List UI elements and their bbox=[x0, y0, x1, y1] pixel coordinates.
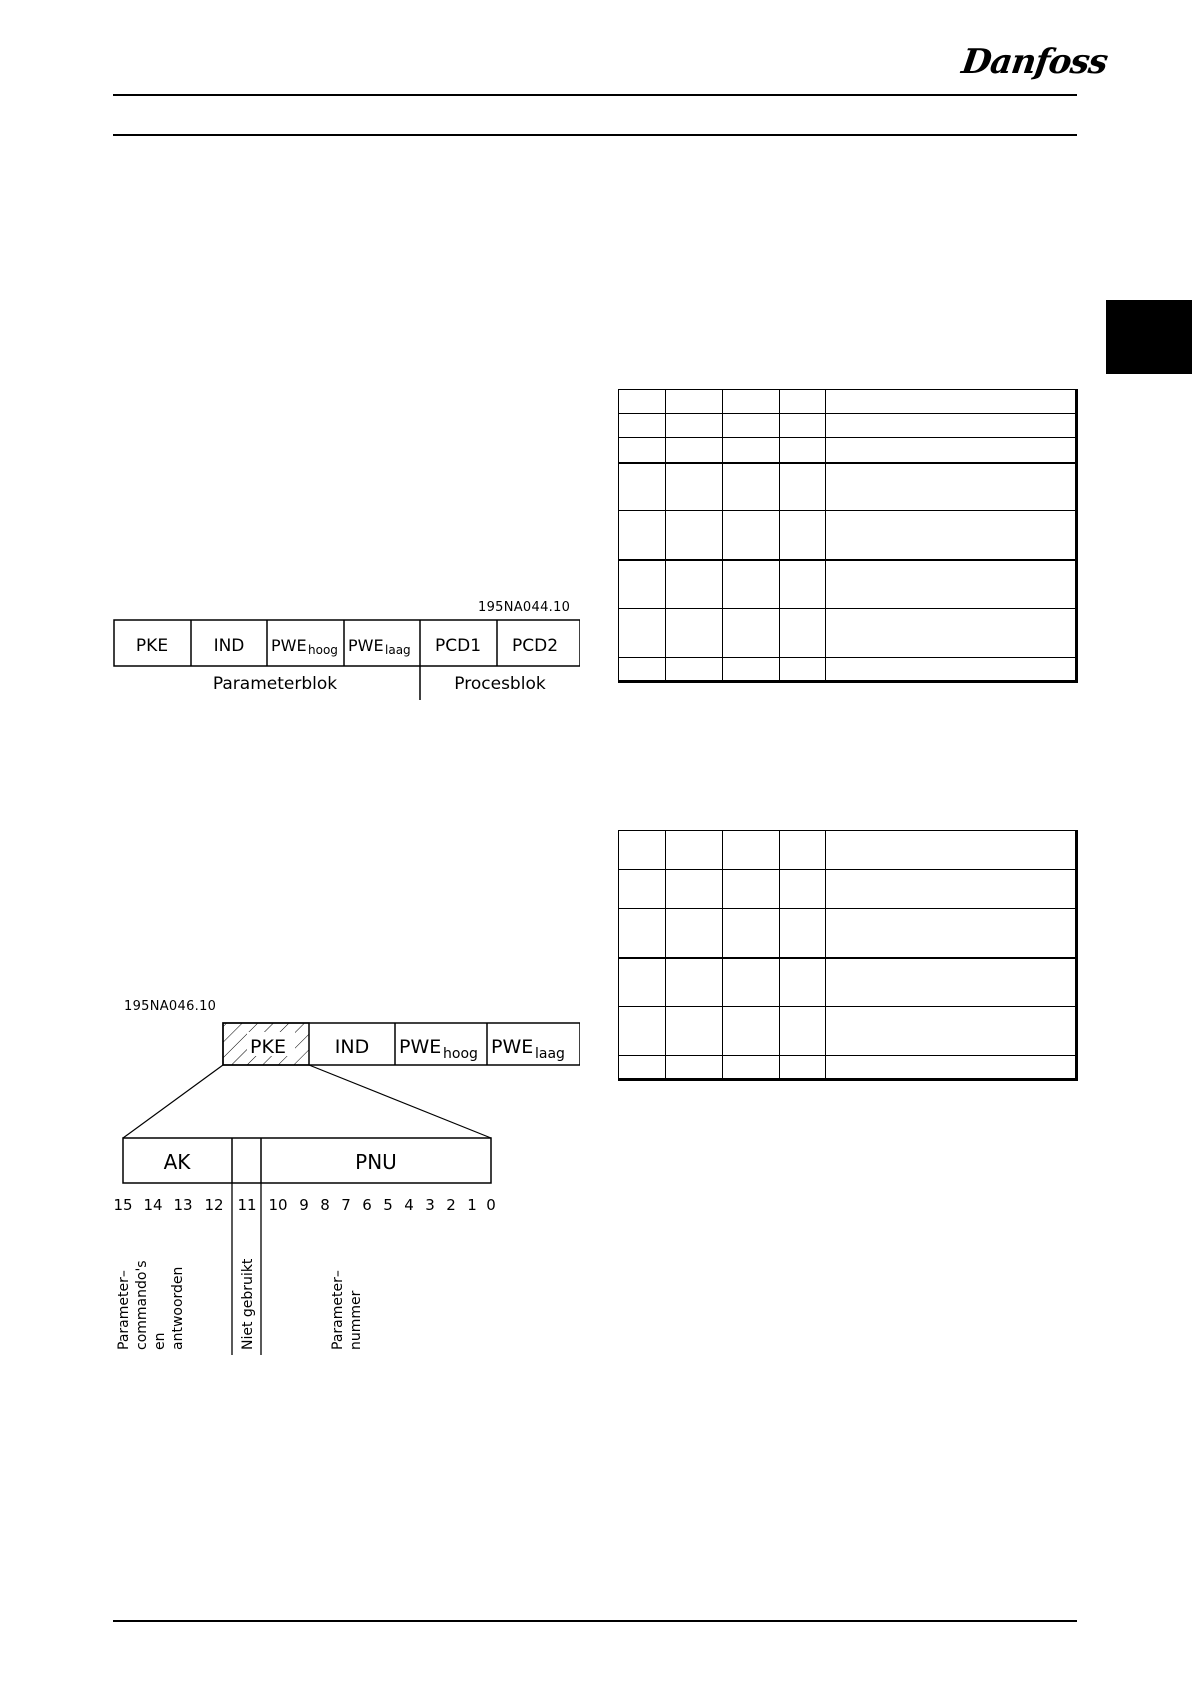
pnu-desc-line1: Parameter– bbox=[330, 1270, 346, 1350]
ak-label: AK bbox=[163, 1150, 191, 1174]
parameterblok-label: Parameterblok bbox=[212, 674, 338, 694]
table-row bbox=[619, 609, 1077, 658]
bit-13: 13 bbox=[173, 1196, 193, 1214]
cell-pcd1: PCD1 bbox=[434, 636, 482, 656]
table-2 bbox=[618, 830, 1078, 1081]
cell-ind: IND bbox=[213, 636, 245, 656]
bit-15: 15 bbox=[113, 1196, 133, 1214]
procesblok-label: Procesblok bbox=[454, 674, 546, 694]
bit-2: 2 bbox=[446, 1196, 456, 1214]
bit-6: 6 bbox=[362, 1196, 372, 1214]
bit-8: 8 bbox=[320, 1196, 330, 1214]
bit-14: 14 bbox=[143, 1196, 163, 1214]
table-row bbox=[619, 658, 1077, 682]
cell-pke: PKE bbox=[135, 636, 169, 656]
pwe-high-cell-label: PWE bbox=[399, 1036, 442, 1058]
diagram2-code: 195NA046.10 bbox=[124, 999, 217, 1014]
pnu-description bbox=[330, 1270, 364, 1350]
pwe-low-cell-sub: laag bbox=[535, 1046, 565, 1062]
bit-9: 9 bbox=[299, 1196, 309, 1214]
table-row bbox=[619, 958, 1077, 1007]
ak-desc-line4: antwoorden bbox=[170, 1266, 186, 1350]
ind-cell-label: IND bbox=[334, 1036, 370, 1058]
table-row bbox=[619, 1056, 1077, 1080]
cell-pwe-high: PWE bbox=[271, 636, 307, 655]
unused-desc: Niet gebruikt bbox=[240, 1258, 256, 1350]
ak-desc-line1: Parameter– bbox=[116, 1270, 132, 1350]
cell-pwe-low-sub: laag bbox=[385, 643, 411, 657]
pke-breakdown-diagram bbox=[110, 1015, 580, 1365]
diagram1-code: 195NA044.10 bbox=[478, 600, 571, 615]
table-row bbox=[619, 414, 1077, 438]
pnu-desc-line2: nummer bbox=[348, 1290, 364, 1350]
chapter-tab bbox=[1106, 300, 1192, 374]
table-row bbox=[619, 511, 1077, 560]
table-row bbox=[619, 1007, 1077, 1056]
header-rule-top bbox=[113, 94, 1077, 96]
table-row bbox=[619, 560, 1077, 609]
ak-description bbox=[116, 1260, 186, 1350]
bit-7: 7 bbox=[341, 1196, 351, 1214]
bit-1: 1 bbox=[467, 1196, 477, 1214]
unused-description bbox=[240, 1258, 256, 1350]
header-rule-bottom bbox=[113, 134, 1077, 136]
ak-desc-line2: commando's bbox=[134, 1260, 150, 1350]
bit-4: 4 bbox=[404, 1196, 414, 1214]
cell-pwe-low: PWE bbox=[348, 636, 384, 655]
cell-pcd2: PCD2 bbox=[511, 636, 559, 656]
table-row bbox=[619, 390, 1077, 414]
table-row bbox=[619, 831, 1077, 870]
table-row bbox=[619, 870, 1077, 909]
danfoss-logo: Danfoss bbox=[959, 42, 1110, 82]
bit-3: 3 bbox=[425, 1196, 435, 1214]
ak-desc-line3: en bbox=[152, 1332, 168, 1350]
bit-11: 11 bbox=[237, 1196, 257, 1214]
pnu-label: PNU bbox=[355, 1150, 397, 1174]
pke-cell-label: PKE bbox=[250, 1036, 286, 1058]
table-row bbox=[619, 909, 1077, 958]
telegram-block-diagram bbox=[110, 618, 580, 702]
pwe-low-cell-label: PWE bbox=[491, 1036, 534, 1058]
pwe-high-cell-sub: hoog bbox=[443, 1046, 478, 1062]
bit-5: 5 bbox=[383, 1196, 393, 1214]
bit-0: 0 bbox=[486, 1196, 496, 1214]
footer-rule bbox=[113, 1620, 1077, 1622]
table-row bbox=[619, 438, 1077, 463]
table-1 bbox=[618, 389, 1078, 683]
table-row bbox=[619, 463, 1077, 511]
cell-pwe-high-sub: hoog bbox=[308, 643, 338, 657]
bit-12: 12 bbox=[204, 1196, 224, 1214]
bit-10: 10 bbox=[268, 1196, 288, 1214]
